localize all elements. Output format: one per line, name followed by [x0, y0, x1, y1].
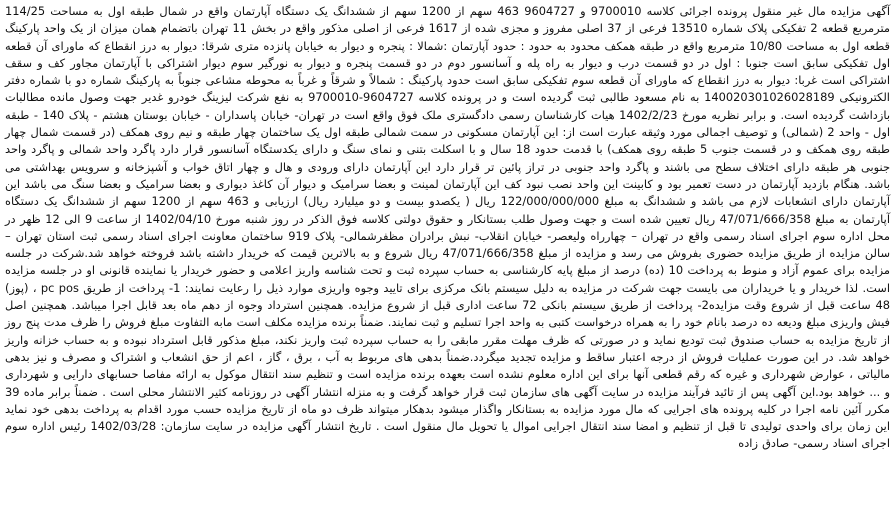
auction-notice-text: آگهی مزایده مال غیر منقول پرونده اجرائی کلاسه 9700010 و 9604727 463 سهم از 1200 سهم از ششدانگ یک دستگاه آپارتمان واقع در شمال طبقه اول به مساحت 114/25 مترمربع قطعه 2 تفکیکی پلاک شماره 13510 فرعی از 37 اصلی مفروز و مجزی شده از 1617 فرعی از اصلی مذکور واقع در بخش 11 تهران باتضمام همان میزان از یک واحد پارکینگ قطعه اول به مساحت 10/80 مترمربع واقع در طبقه همکف محدود به حدود : حدود آپارتمان :شمالا : پنجره و دیوار به خیابان پانزده متری شرقا: دیوار به درز انقطاع که ماورای آن قطعه اول تفکیکی سابق است جنوبا : اول در دو قسمت درب و دیوار به راه پله و آسانسور دوم در دو قسمت پنجره و دیوار به نورگیر سوم دیوار اشتراکی با آپارتمان مجاور کف و سقف اشتراکی است غربا: دیوار به درز انقطاع که ماورای آن قطعه سوم تفکیکی سابق است حدود پارکینگ : شمالاً و شرقاً و غرباً به محوطه مشاعی جنوباً به پارکینگ شماره دو با شماره دفتر الکترونیکی 140020301026028189 به نام مسعود طالبی ثبت گردیده است و در پرونده کلاسه 9604727-9700010 به نفع شرکت لیزینگ خودرو غدیر جهت وصول مانده مطالبات بازداشت گردیده است. و برابر نظریه مورخ 1402/2/23 هیات کارشناسان رسمی دادگستری ملک فوق واقع است در تهران- خیابان پاسداران - خیابان بوستان هشتم - پلاک 140 - طبقه اول - واحد 2 (شمالی) و توصیف اجمالی مورد وثیقه عبارت است از: این آپارتمان مسکونی در سمت شمالی طبقه اول یک ساختمان چهار طبقه و نیم روی همکف (در قسمت شمال چهار طبقه روی همکف و در قسمت جنوب 5 طبقه روی همکف) با قدمت حدود 18 سال و با اسکلت بتنی و نمای سنگ و دارای یکدستگاه آسانسور قرار دارد پاگرد واحد شمالی و پاگرد واحد جنوبی هر طبقه دارای اختلاف سطح می باشند و پاگرد واحد جنوبی در تراز پائین تر قرار دارد این آپارتمان دارای ورودی و هال و چهار اتاق خواب و آشپزخانه و سرویس بهداشتی می باشد. هنگام بازدید آپارتمان در دست تعمیر بود و کابینت این واحد نصب نبود کف این آپارتمان لمینت و بعضا سرامیک و دیوار آن کاغذ دیواری و بعضا سرامیک و بعضا سنگ می باشد این آپارتمان دارای انشعابات لازم می باشد و ششدانگ به مبلغ 122/000/000/000 ریال ( یکصدو بیست و دو میلیارد ریال) ارزیابی و 463 سهم از 1200 سهم از ششدانگ یک دستگاه آپارتمان به مبلغ 47/071/666/358 ریال تعیین شده است و جهت وصول طلب بستانکار و حقوق دولتی کلاسه فوق الذکر در روز شنبه مورخ 1402/04/10 از ساعت 9 الی 12 ظهر در محل اداره سوم اجرای اسناد رسمی واقع در تهران – چهارراه ولیعصر- خیابان انقلاب- نبش برادران مظفرشمالی- پلاک 919 ساختمان معاونت اجرای اسناد رسمی ثبت استان تهران – سالن مزایده از طریق مزایده حضوری بفروش می رسد و مزایده از مبلغ 47/071/666/358 ریال شروع و به بالاترین قیمت که خریدار داشته باشد فروخته خواهد شد.شرکت در جلسه مزایده برای عموم آزاد و منوط به پرداخت 10 (ده) درصد از مبلغ پایه کارشناسی به حساب سپرده ثبت و تحت شناسه واریز اعلامی و حضور خریدار یا نماینده قانونی او در جلسه مزایده است. لذا خریدار و یا خریداران می بایست جهت شرکت در مزایده به دلیل سیستم بانک مرکزی برای تایید وجوه واریزی موارد ذیل را رعایت نمایند: 1- پرداخت از طریق pc pos ، (پوز) 48 ساعت قبل از شروع وقت مزایده2- پرداخت از طریق سیستم بانکی 72 ساعت اداری قبل از شروع مزایده. همچنین استرداد وجوه از دهم ماه بعد قابل اجرا میباشد. همچنین اصل فیش واریزی مبلغ ودیعه ده درصد بانام خود را به همراه درخواست کتبی به واحد اجرا تسلیم و ثبت نمایند. ضمناً برنده مزایده مکلف است مابه التفاوت مبلغ فروش را ظرف مدت پنج روز از تاریخ مزایده به حساب صندوق ثبت تودیع نماید و در صورتی که ظرف مهلت مقرر مابقی را به حساب سپرده ثبت واریز نکند، مبلغ مذکور قابل استرداد نبوده و به حساب خزانه واریز خواهد شد. در این صورت عملیات فروش از درجه اعتبار ساقط و مزایده تجدید میگردد.ضمناً بدهی های مربوط به آب ، برق ، گاز ، اعم از حق انشعاب و اشتراک و مصرف و نیز بدهی مالیاتی ، عوارض شهرداری و غیره که رقم قطعی آنها برای این اداره معلوم نشده است بعهده برنده مزایده است و تنظیم سند انتقال موکول به ارائه مفاصا حسابهای دارایی و شهرداری و ... خواهد بود.این آگهی پس از تائید فرآیند مزایده در سایت آگهی های سازمان ثبت قرار خواهد گرفت و به منزله انتشار آگهی در روزنامه کثیر الانتشار محلی است . ضمناً برابر ماده 39 مکرر آئین نامه اجرا در کلیه پرونده های اجرایی که مال مورد مزایده به بستانکار واگذار میشود بدهکار میتواند ظرف دو ماه از تاریخ مزایده حسب مورد اقدام به پرداخت بدهی خود نماید این زمان برای واحدی تولیدی تا قبل از تنظیم و امضا سند انتقال اجرایی اموال یا تحویل مال منقول است . تاریخ انتشار آگهی مزایده در سایت سازمان: 1402/03/28 رئیس اداره سوم اجرای اسناد رسمی- صادق زاده [5, 4, 891, 451]
